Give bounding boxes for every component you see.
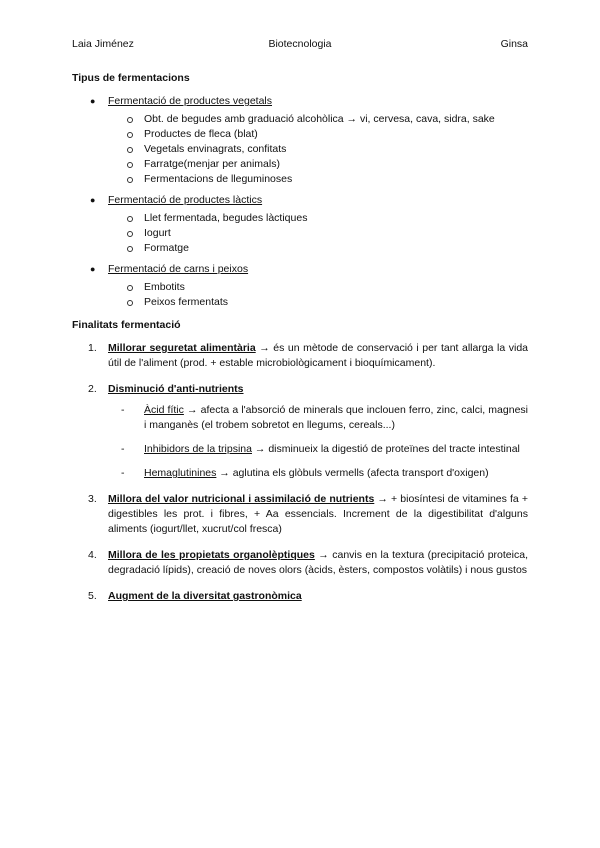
header-subject: Biotecnologia	[268, 38, 332, 50]
list-item	[72, 492, 528, 537]
circle-bullet-icon	[127, 132, 133, 138]
sub-list	[108, 112, 528, 187]
sub-list	[108, 280, 528, 310]
document-body	[72, 71, 528, 615]
dash-bullet-icon: -	[121, 467, 125, 479]
term: Àcid fític	[144, 404, 184, 416]
section-heading-finalitats: Finalitats fermentació	[72, 319, 181, 331]
header-teacher: Ginsa	[500, 38, 528, 50]
list-item	[108, 157, 528, 172]
circle-bullet-icon	[127, 162, 133, 168]
list-item	[72, 262, 528, 310]
list-item	[108, 442, 528, 457]
circle-bullet-icon	[127, 285, 133, 291]
dash-bullet-icon: -	[121, 404, 125, 416]
item-text: → és un mètode de conservació i per tant allarga la vida útil de l'aliment (prod. + estable microbiològicament i bioquímicament).	[108, 342, 529, 369]
item-text: → canvis en la textura (precipitació proteica, degradació lípids), creació de noves olors (àcids, èsters, compostos volàtils) i nous gustos	[108, 549, 528, 576]
bullet-icon: ●	[90, 195, 96, 205]
item-text: Vegetals envinagrats, confitats	[144, 143, 287, 155]
term-text: → aglutina els glòbuls vermells (afecta transport d'oxigen)	[216, 467, 489, 479]
list-item	[108, 403, 528, 433]
item-text: Formatge	[144, 242, 189, 254]
list-item	[108, 280, 528, 295]
circle-bullet-icon	[127, 231, 133, 237]
item-title: Augment de la diversitat gastronòmica	[108, 590, 302, 602]
item-text: Productes de fleca (blat)	[144, 128, 258, 140]
item-text: Peixos fermentats	[144, 296, 229, 308]
list-item	[108, 466, 528, 481]
item-title: Millora del valor nutricional i assimilació de nutrients	[108, 493, 375, 505]
list-item	[108, 241, 528, 256]
list-item	[108, 127, 528, 142]
list-item	[72, 341, 528, 371]
page-header	[72, 38, 528, 52]
section-heading-tipus: Tipus de fermentacions	[72, 72, 190, 84]
item-number: 3.	[88, 493, 97, 505]
list-item	[72, 589, 528, 604]
list-item	[108, 142, 528, 157]
list-item	[72, 94, 528, 187]
item-title: Disminució d'anti-nutrients	[108, 383, 244, 395]
list-item	[108, 226, 528, 241]
item-text: → + biosíntesi de vitamines fa + digestibles les prot. i fibres, + Aa essencials. Increment de la digestibilitat d'alguns aliments (iogurt/llet, xucrut/col fresca)	[108, 493, 529, 535]
group-label: Fermentació de productes làctics	[108, 194, 263, 206]
term-text: → afecta a l'absorció de minerals que inclouen ferro, zinc, calci, magnesi i manganès (el trobem sobretot en llegums, cereals...)	[144, 404, 528, 431]
circle-bullet-icon	[127, 216, 133, 222]
dash-bullet-icon: -	[121, 443, 125, 455]
group-label: Fermentació de carns i peixos	[108, 263, 249, 275]
item-title: Millorar seguretat alimentària	[108, 342, 256, 354]
item-text: Llet fermentada, begudes làctiques	[144, 212, 308, 224]
list-item	[108, 172, 528, 187]
circle-bullet-icon	[127, 147, 133, 153]
item-number: 1.	[88, 342, 97, 354]
term: Inhibidors de la tripsina	[144, 443, 252, 455]
item-number: 5.	[88, 590, 97, 602]
list-item	[72, 548, 528, 578]
item-text: Embotits	[144, 281, 185, 293]
item-text: Obt. de begudes amb graduació alcohòlica → vi, cervesa, cava, sidra, sake	[144, 113, 495, 125]
item-text: Fermentacions de lleguminoses	[144, 173, 293, 185]
item-text: Iogurt	[144, 227, 171, 239]
fermentation-types-list	[72, 94, 528, 310]
bullet-icon: ●	[90, 264, 96, 274]
item-number: 4.	[88, 549, 97, 561]
list-item	[108, 112, 528, 127]
list-item	[108, 211, 528, 226]
term: Hemaglutinines	[144, 467, 217, 479]
group-label: Fermentació de productes vegetals	[108, 95, 273, 107]
list-item	[108, 295, 528, 310]
sub-list	[108, 211, 528, 256]
item-title: Millora de les propietats organolèptiques	[108, 549, 315, 561]
list-item	[72, 193, 528, 256]
antinutrients-list	[108, 403, 528, 481]
item-number: 2.	[88, 383, 97, 395]
list-item	[72, 382, 528, 481]
term-text: → disminueix la digestió de proteïnes del tracte intestinal	[251, 443, 520, 455]
bullet-icon: ●	[90, 96, 96, 106]
circle-bullet-icon	[127, 300, 133, 306]
header-author: Laia Jiménez	[72, 38, 134, 50]
circle-bullet-icon	[127, 117, 133, 123]
purposes-list	[72, 341, 528, 604]
circle-bullet-icon	[127, 177, 133, 183]
circle-bullet-icon	[127, 246, 133, 252]
item-text: Farratge(menjar per animals)	[144, 158, 280, 170]
